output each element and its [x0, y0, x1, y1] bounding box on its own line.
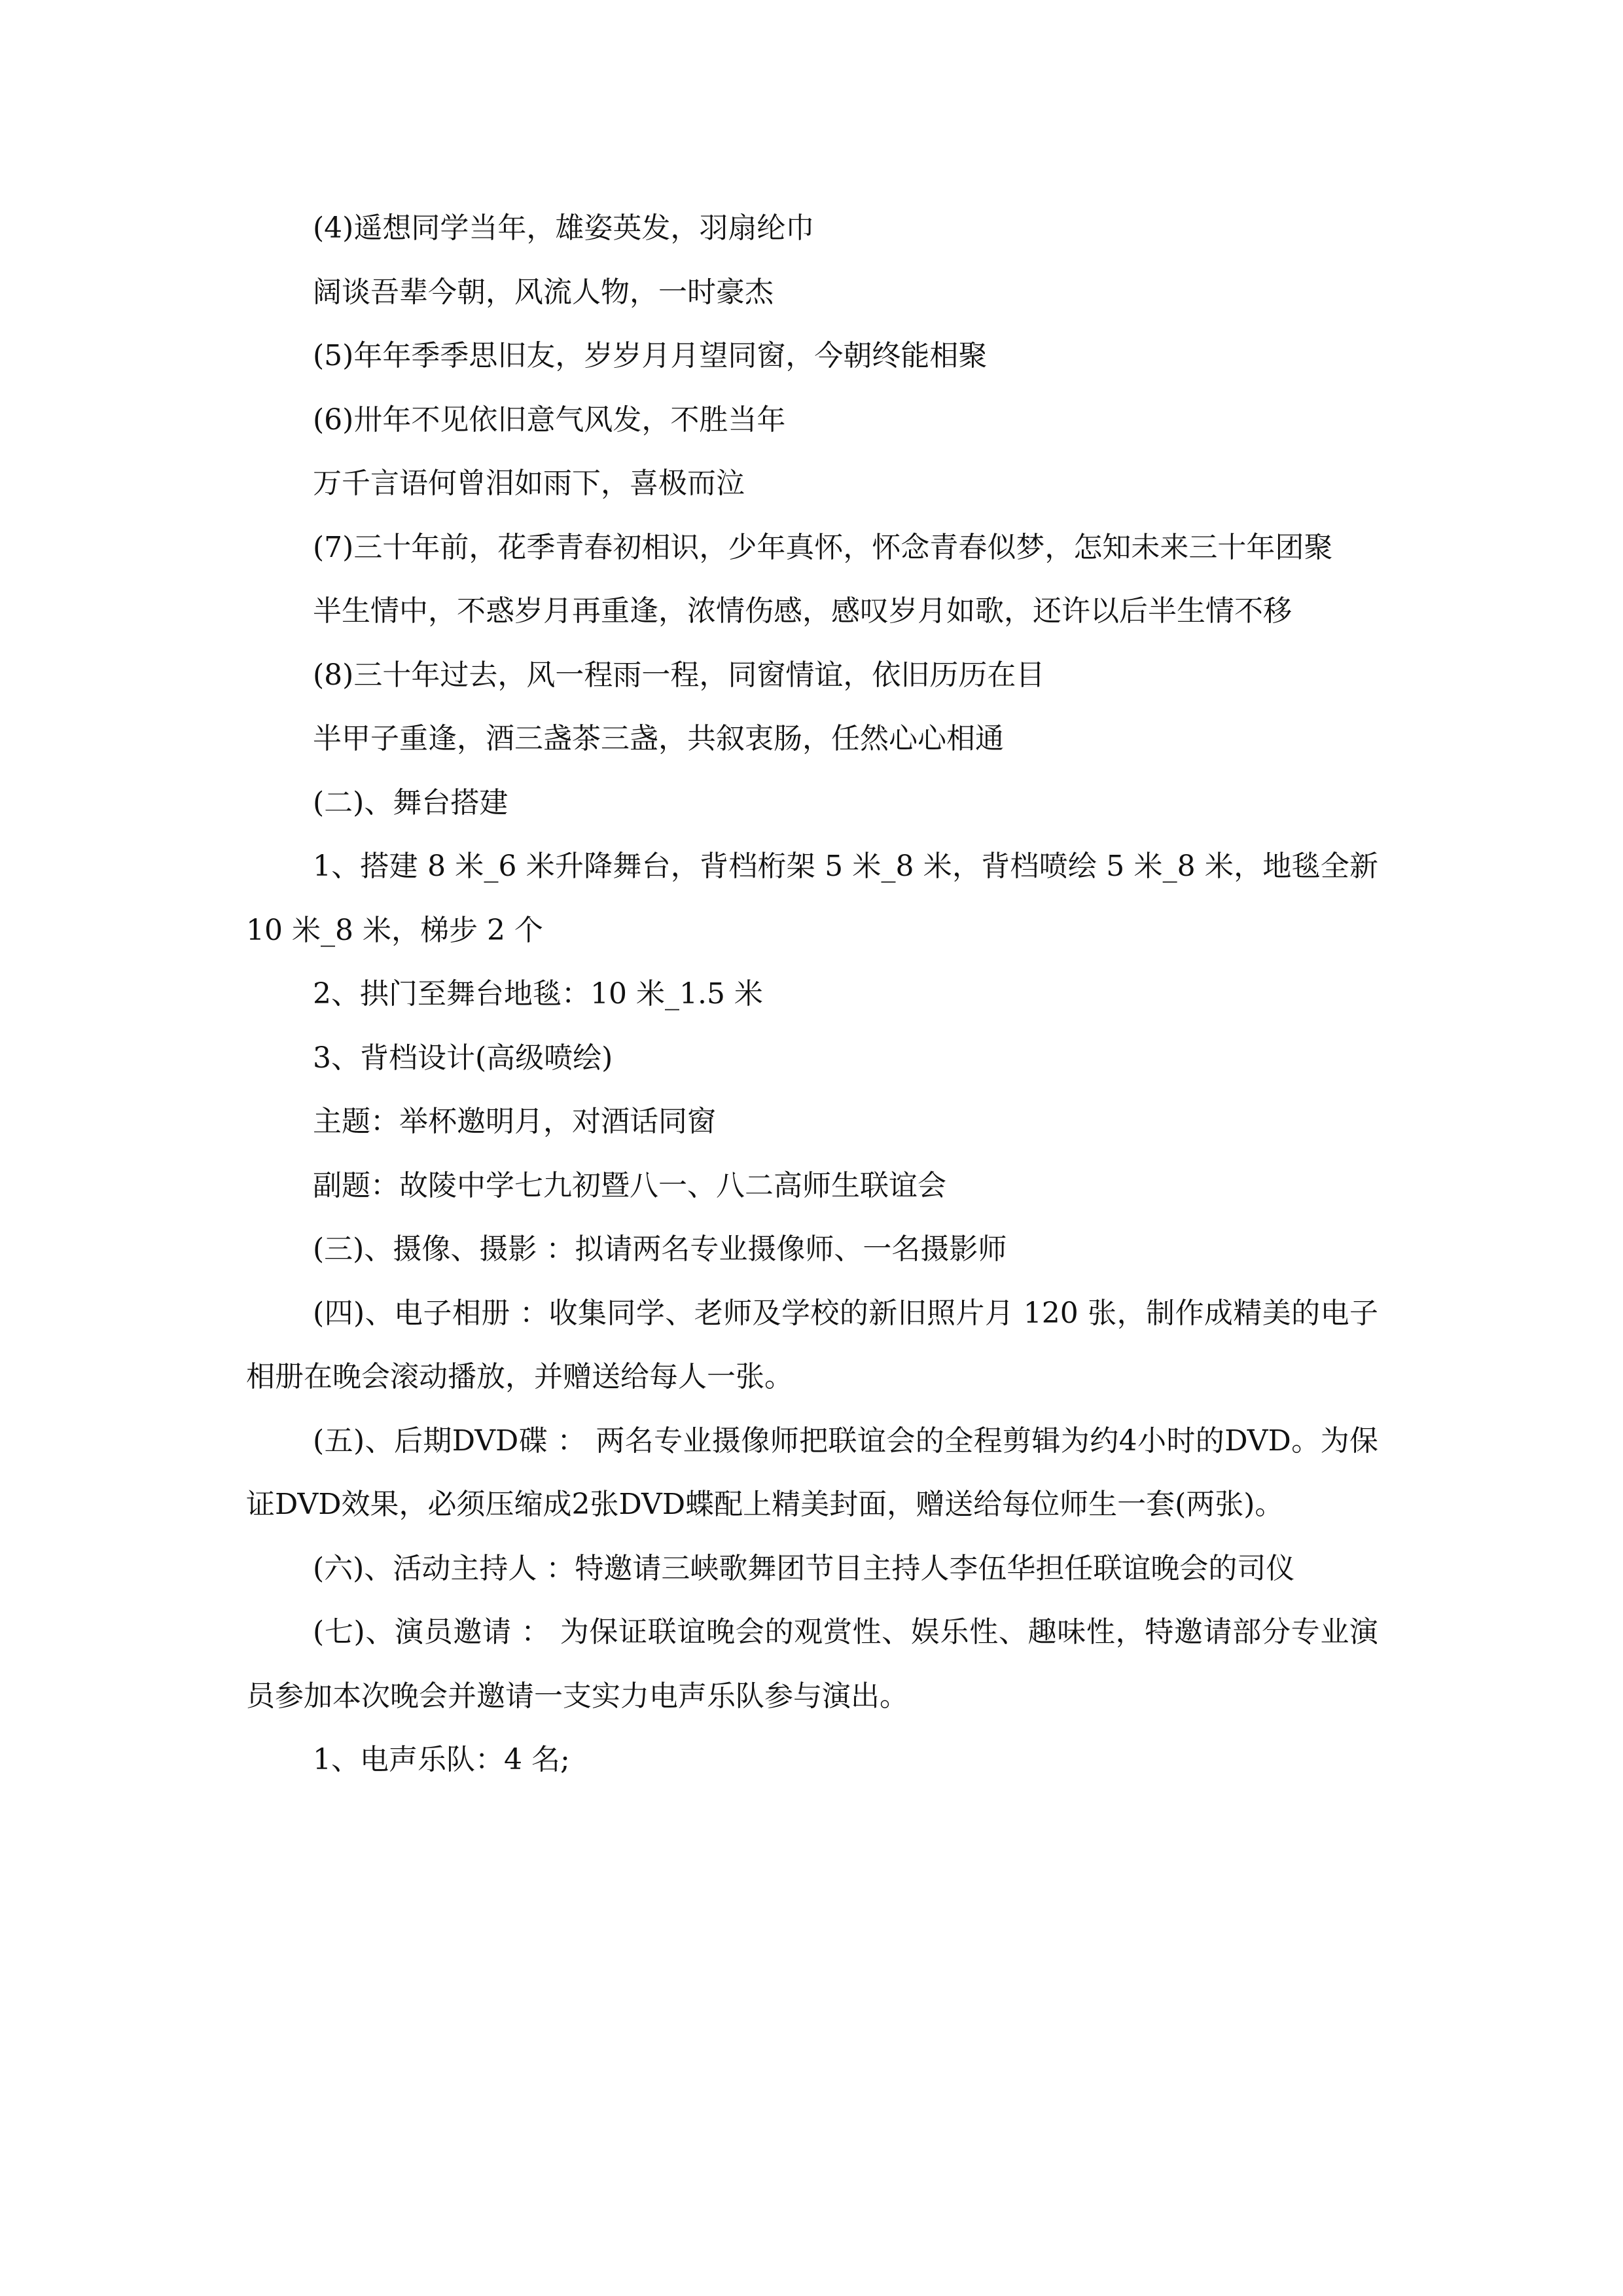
paragraph: (5)年年季季思旧友，岁岁月月望同窗，今朝终能相聚	[313, 339, 988, 372]
paragraph: 半甲子重逢，酒三盏茶三盏，共叙衷肠，任然心心相通	[313, 722, 1004, 755]
section-heading: (三)、摄像、摄影 ：拟请两名专业摄像师、一名摄影师	[313, 1232, 1007, 1266]
paragraph: 半生情中，不惑岁月再重逢，浓情伤感，感叹岁月如歌，还许以后半生情不移	[313, 594, 1292, 628]
document-body	[246, 196, 1378, 1792]
paragraph: (7)三十年前，花季青春初相识，少年真怀，怀念青春似梦，怎知未来三十年团聚	[313, 530, 1333, 564]
paragraph: 1、搭建 8 米_6 米升降舞台，背档桁架 5 米_8 米，背档喷绘 5 米_8 米，地毯全新 10 米_8 米，梯步 2 个	[246, 850, 1378, 947]
paragraph: 3、背档设计(高级喷绘)	[313, 1041, 613, 1075]
paragraph: 2、拱门至舞台地毯：10 米_1.5 米	[313, 977, 763, 1011]
paragraph: 副题：故陵中学七九初暨八一、八二高师生联谊会	[313, 1168, 946, 1202]
section-heading: (七)、演员邀请 ： 为保证联谊晚会的观赏性、娱乐性、趣味性，特邀请部分专业演员参加本次晚会并邀请一支实力电声乐队参与演出。	[246, 1615, 1378, 1713]
section-heading: (五)、后期DVD碟 ： 两名专业摄像师把联谊会的全程剪辑为约4小时的DVD。为保证DVD效果，必须压缩成2张DVD蝶配上精美封面，赠送给每位师生一套(两张)。	[246, 1424, 1378, 1521]
paragraph: 主题：举杯邀明月，对酒话同窗	[313, 1105, 716, 1138]
paragraph: (8)三十年过去，风一程雨一程，同窗情谊，依旧历历在目	[313, 658, 1045, 692]
paragraph: 阔谈吾辈今朝，风流人物，一时豪杰	[313, 275, 774, 309]
section-heading: (四)、电子相册 ：收集同学、老师及学校的新旧照片月 120 张，制作成精美的电子相册在晚会滚动播放，并赠送给每人一张。	[246, 1296, 1378, 1393]
section-heading: (六)、活动主持人 ：特邀请三峡歌舞团节目主持人李伍华担任联谊晚会的司仪	[313, 1551, 1295, 1585]
paragraph: 1、电声乐队：4 名;	[313, 1743, 570, 1776]
paragraph: 万千言语何曾泪如雨下，喜极而泣	[313, 467, 745, 500]
section-heading: (二)、舞台搭建	[313, 785, 508, 819]
paragraph: (4)遥想同学当年，雄姿英发，羽扇纶巾	[313, 211, 815, 245]
paragraph: (6)卅年不见依旧意气风发，不胜当年	[313, 403, 786, 437]
